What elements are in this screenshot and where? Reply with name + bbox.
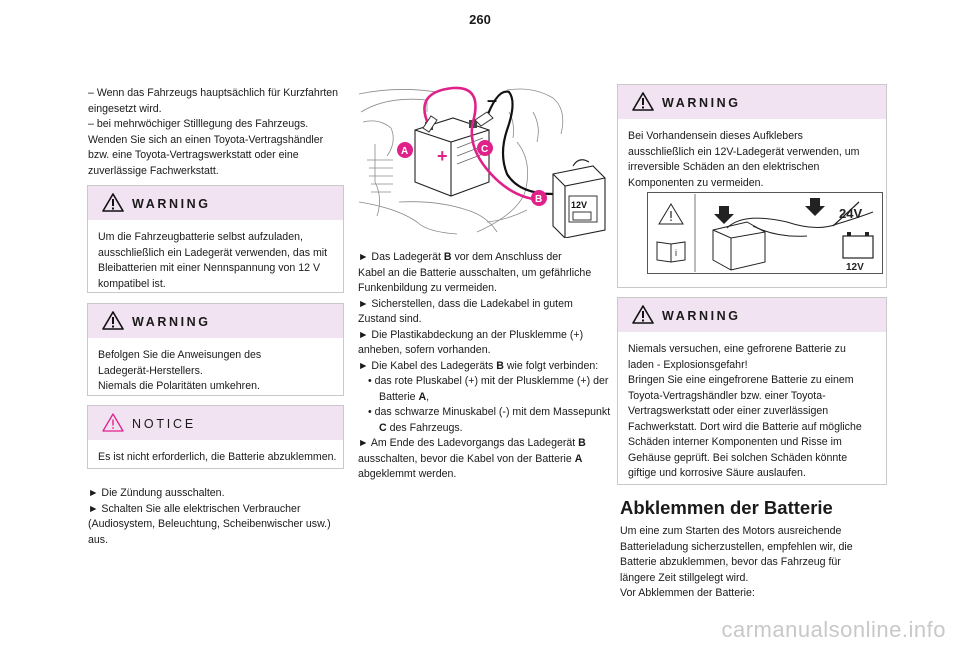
- notice-body: [88, 440, 343, 474]
- text-line: bzw. eine Toyota-Vertragswerkstatt oder eine: [88, 149, 299, 161]
- notice-header: [88, 406, 343, 440]
- minus-marker: –: [487, 90, 498, 110]
- text-line: Ladegerät-Herstellers.: [98, 364, 203, 377]
- section-title: Abklemmen der Batterie: [620, 497, 833, 518]
- text-line: ► Die Kabel des Ladegeräts B wie folgt verbinden:: [358, 359, 599, 372]
- text-line: kompatibel ist.: [98, 277, 166, 290]
- svg-text:i: i: [675, 248, 677, 258]
- section-text: [620, 524, 890, 602]
- warning-body: [618, 119, 886, 199]
- text-line: ► Sicherstellen, dass die Ladekabel in gutem: [358, 297, 573, 310]
- text-line: Bleibatterien mit einer Nennspannung von 12 V: [98, 262, 321, 274]
- text-line: Funkenbildung zu vermeiden.: [358, 282, 497, 294]
- notice-triangle-icon: [102, 413, 124, 432]
- text-line: eingesetzt wird.: [88, 102, 162, 115]
- text-line: Niemals die Polaritäten umkehren.: [98, 380, 260, 392]
- warning-title: WARNING: [132, 197, 211, 211]
- text-line: Wenden Sie sich an einen Toyota-Vertragshändler: [88, 133, 324, 146]
- sticker-12v-label: 12V: [846, 262, 864, 273]
- warning-triangle-icon: [632, 305, 654, 324]
- text-line: Gehäuse geprüft. Bei solchen Schäden könnte: [628, 451, 848, 464]
- text-line: Bei Vorhandensein dieses Aufklebers: [628, 130, 803, 142]
- text-line: ausschließlich ein Ladegerät verwenden, das mit: [98, 246, 328, 259]
- warning-body: [618, 332, 886, 490]
- warning-body: [88, 220, 343, 300]
- text-line: Batterie A,: [379, 390, 430, 403]
- text-line: Vertragswerkstatt oder einer zuverlässigen: [628, 405, 829, 417]
- warning-header: [618, 298, 886, 332]
- 24v-sticker-illustration: [647, 192, 883, 274]
- text-line: ► Die Zündung ausschalten.: [88, 487, 225, 499]
- text-line: Kabel an die Batterie ausschalten, um gefährliche: [358, 266, 592, 279]
- text-line: • das rote Pluskabel (+) mit der Plusklemme (+) der: [368, 375, 609, 387]
- text-line: C des Fahrzeugs.: [379, 421, 463, 434]
- warning-box-4: [617, 297, 887, 485]
- text-line: Es ist nicht erforderlich, die Batterie abzuklemmen.: [98, 451, 337, 463]
- text-line: Batterie abzuklemmen, bevor das Fahrzeug für: [620, 556, 841, 568]
- callout-c: C: [481, 144, 489, 155]
- warning-triangle-icon: [102, 193, 124, 212]
- text-line: anheben, sofern vorhanden.: [358, 344, 491, 356]
- warning-body: [88, 338, 343, 403]
- text-line: Schäden interner Komponenten und Risse im: [628, 436, 842, 448]
- text-line: • das schwarze Minuskabel (-) mit dem Massepunkt: [368, 406, 611, 418]
- charger-voltage-label: 12V: [571, 200, 588, 210]
- text-line: Um die Fahrzeugbatterie selbst aufzuladen,: [98, 231, 303, 243]
- text-line: Bringen Sie eine eingefrorene Batterie zu einem: [628, 374, 854, 386]
- warning-box-3: [617, 84, 887, 288]
- notice-box: [87, 405, 344, 469]
- text-line: – bei mehrwöchiger Stilllegung des Fahrzeugs.: [88, 118, 309, 130]
- notice-title: NOTICE: [132, 417, 197, 431]
- plus-marker: +: [437, 146, 448, 166]
- text-line: Zustand sind.: [358, 313, 422, 325]
- text-line: giftige und korrosive Säure auslaufen.: [628, 467, 806, 479]
- text-line: laden - Explosionsgefahr!: [628, 358, 748, 371]
- text-line: aus.: [88, 533, 109, 546]
- warning-header: [618, 85, 886, 119]
- watermark: carmanualsonline.info: [721, 617, 946, 642]
- warning-header: [88, 304, 343, 338]
- sticker-24v-label: 24V: [839, 206, 863, 221]
- text-line: ausschließlich ein 12V-Ladegerät verwenden, um: [628, 145, 860, 158]
- text-line: irreversible Schäden an den elektrischen: [628, 161, 820, 173]
- steps-text: [88, 486, 348, 548]
- text-line: (Audiosystem, Beleuchtung, Scheibenwischer usw.): [88, 518, 331, 530]
- text-line: Niemals versuchen, eine gefrorene Batterie zu: [628, 343, 846, 355]
- text-line: abgeklemmt werden.: [358, 468, 457, 480]
- text-line: ► Schalten Sie alle elektrischen Verbraucher: [88, 502, 301, 515]
- text-line: Befolgen Sie die Anweisungen des: [98, 349, 262, 361]
- warning-title: WARNING: [662, 309, 741, 323]
- callout-b: B: [535, 194, 543, 205]
- charging-steps: [358, 250, 626, 483]
- text-line: Komponenten zu vermeiden.: [628, 176, 764, 189]
- warning-title: WARNING: [132, 315, 211, 329]
- warning-triangle-icon: [632, 92, 654, 111]
- warning-triangle-icon: [102, 311, 124, 330]
- page-number: 260: [469, 12, 491, 27]
- callout-a: A: [401, 146, 409, 157]
- text-line: längere Zeit stillgelegt wird.: [620, 571, 749, 584]
- text-line: Fachwerkstatt. Dort wird die Batterie auf mögliche: [628, 420, 862, 433]
- intro-text: [88, 86, 348, 179]
- text-line: Vor Abklemmen der Batterie:: [620, 587, 755, 599]
- text-line: ► Am Ende des Ladevorgangs das Ladegerät B: [358, 437, 586, 449]
- text-line: ► Das Ladegerät B vor dem Anschluss der: [358, 251, 562, 263]
- text-line: Um eine zum Starten des Motors ausreichende: [620, 525, 842, 537]
- warning-box-1: [87, 185, 344, 293]
- warning-title: WARNING: [662, 96, 741, 110]
- text-line: ausschalten, bevor die Kabel von der Batterie A: [358, 452, 583, 465]
- warning-header: [88, 186, 343, 220]
- text-line: zuverlässige Fachwerkstatt.: [88, 164, 219, 177]
- text-line: Toyota-Vertragshändler bzw. einer Toyota-: [628, 389, 826, 402]
- warning-box-2: [87, 303, 344, 396]
- text-line: – Wenn das Fahrzeugs hauptsächlich für Kurzfahrten: [88, 87, 339, 99]
- battery-charger-illustration: [357, 82, 613, 238]
- text-line: Batterieladung sicherzustellen, empfehlen wir, die: [620, 540, 853, 553]
- text-line: ► Die Plastikabdeckung an der Plusklemme (+): [358, 328, 584, 341]
